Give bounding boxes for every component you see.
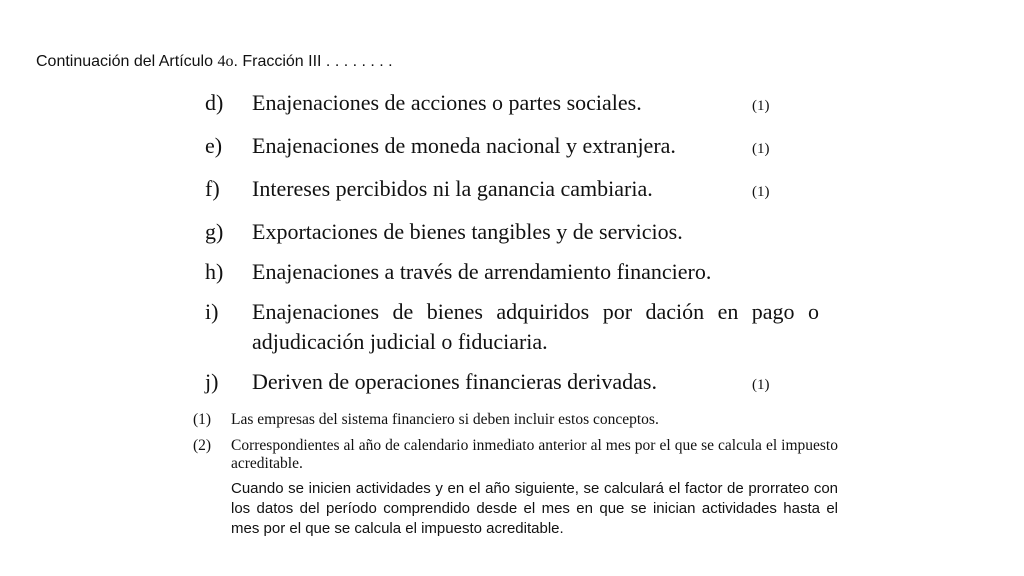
footnote-2-detail: Cuando se inicien actividades y en el año siguiente, se calculará el factor de prorrateo con los datos del período comprendido desde el mes en que se inician actividades hasta el mes por el que se calcula el impuesto acreditable. <box>231 480 838 537</box>
list-item <box>205 174 825 207</box>
header-prefix: Continuación del Artículo <box>36 53 218 70</box>
footnote-mark: (1) <box>193 411 212 428</box>
item-letter: f) <box>205 176 220 201</box>
item-text: Enajenaciones de bienes adquiridos por dación en pago o adjudicación judicial o fiduciaria. <box>252 299 819 354</box>
list-item <box>205 88 825 121</box>
item-text: Enajenaciones de moneda nacional y extranjera. <box>252 133 676 158</box>
footnote-1 <box>193 411 838 429</box>
item-letter: h) <box>205 259 224 284</box>
list-item <box>205 367 825 400</box>
list-item <box>205 257 825 287</box>
list-item <box>205 131 825 164</box>
item-note: (1) <box>752 98 770 114</box>
footnotes <box>193 411 838 539</box>
section-header <box>36 53 393 71</box>
list-item <box>205 297 825 357</box>
footnote-text: Las empresas del sistema financiero si deben incluir estos conceptos. <box>231 411 659 428</box>
footnote-2 <box>193 437 838 473</box>
item-text: Deriven de operaciones financieras derivadas. <box>252 369 657 394</box>
item-note: (1) <box>752 377 770 393</box>
item-text: Enajenaciones a través de arrendamiento financiero. <box>252 259 712 284</box>
footnote-mark: (2) <box>193 437 212 454</box>
list-item <box>205 217 825 247</box>
item-list <box>205 88 825 400</box>
item-note: (1) <box>752 141 770 157</box>
item-letter: j) <box>205 369 219 394</box>
item-letter: e) <box>205 133 223 158</box>
item-text: Intereses percibidos ni la ganancia cambiaria. <box>252 176 653 201</box>
item-text: Enajenaciones de acciones o partes sociales. <box>252 90 642 115</box>
item-letter: g) <box>205 219 224 244</box>
header-suffix: . Fracción III . . . . . . . . <box>233 53 393 70</box>
item-letter: i) <box>205 299 219 324</box>
article-number: 4o <box>217 53 234 70</box>
footnote-text: Correspondientes al año de calendario inmediato anterior al mes por el que se calcula el impuesto acreditable. <box>231 437 838 472</box>
item-letter: d) <box>205 90 224 115</box>
item-note: (1) <box>752 184 770 200</box>
item-text: Exportaciones de bienes tangibles y de servicios. <box>252 219 683 244</box>
